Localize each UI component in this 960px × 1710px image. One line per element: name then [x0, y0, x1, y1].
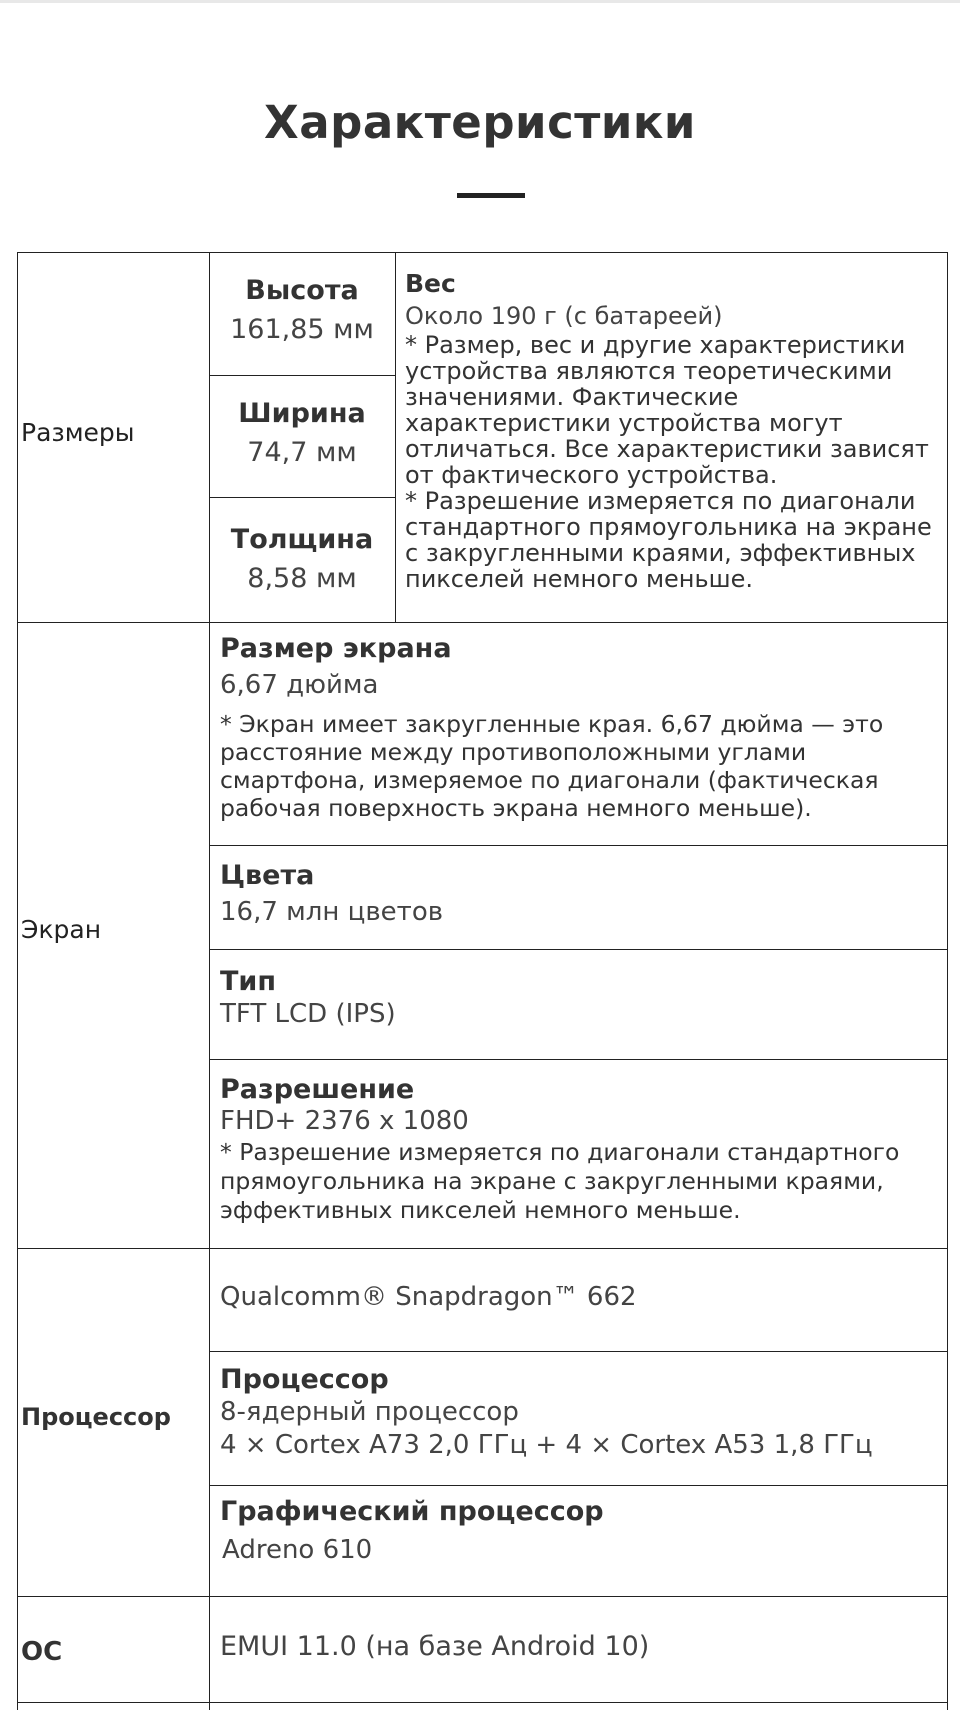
height-label: Высота: [245, 275, 359, 306]
screen-size-value: 6,67 дюйма: [220, 670, 379, 700]
os-value: EMUI 11.0 (на базе Android 10): [220, 1631, 650, 1662]
screen-size-note: * Экран имеет закругленные края. 6,67 дюйма — это расстояние между противоположными углами смартфона, измеряемое по диагонали (фактическая рабочая поверхность экрана немного меньше).: [220, 710, 884, 822]
colors-label: Цвета: [220, 860, 315, 891]
processor-label: Процессор: [21, 1403, 171, 1431]
dimensions-label: Размеры: [21, 418, 135, 447]
screen-size-label: Размер экрана: [220, 633, 452, 664]
thickness-label: Толщина: [230, 524, 374, 555]
cpu-cell: [210, 1352, 947, 1486]
resolution-cell: [210, 1060, 947, 1249]
resolution-note: * Разрешение измеряется по диагонали стандартного прямоугольника на экране с закругленными краями, эффективных пикселей немного меньше.: [220, 1138, 900, 1224]
weight-label: Вес: [405, 269, 456, 298]
type-label: Тип: [220, 966, 276, 997]
chip-value: Qualcomm® Snapdragon™ 662: [220, 1282, 637, 1312]
thickness-value: 8,58 мм: [247, 563, 357, 594]
cpu-label: Процессор: [220, 1364, 389, 1395]
os-label: ОС: [21, 1637, 63, 1667]
dimensions-category-cell: [18, 253, 210, 623]
weight-value: Около 190 г (с батареей): [405, 302, 723, 330]
page-title: Характеристики: [264, 96, 696, 149]
chip-cell: [210, 1249, 947, 1352]
type-cell: [210, 950, 947, 1060]
dimensions-note-2: * Разрешение измеряется по диагонали стандартного прямоугольника на экране с закругленными краями, эффективных пикселей немного меньше.: [405, 487, 932, 593]
os-category-cell: [18, 1597, 210, 1703]
height-value: 161,85 мм: [230, 314, 374, 345]
screen-category-cell: [18, 623, 210, 1249]
type-value: TFT LCD (IPS): [220, 999, 396, 1029]
cpu-value-1: 8-ядерный процессор: [220, 1397, 519, 1427]
width-label: Ширина: [238, 398, 366, 429]
cpu-value-2: 4 × Cortex A73 2,0 ГГц + 4 × Cortex A53 1,8 ГГц: [220, 1430, 873, 1460]
width-value: 74,7 мм: [247, 437, 357, 468]
dimensions-note-1: * Размер, вес и другие характеристики устройства являются теоретическими значениями. Фактические характеристики устройства могут отличаться. Все характеристики зависят от фактического устройства.: [405, 331, 929, 489]
gpu-value: Adreno 610: [222, 1535, 373, 1565]
width-cell: [210, 376, 396, 498]
resolution-value: FHD+ 2376 x 1080: [220, 1106, 469, 1136]
weight-cell: [396, 253, 947, 623]
colors-cell: [210, 846, 947, 950]
gpu-label: Графический процессор: [220, 1496, 604, 1527]
next-row-category-cell: [18, 1703, 210, 1710]
resolution-label: Разрешение: [220, 1074, 415, 1105]
screen-label: Экран: [21, 915, 102, 944]
specs-table: [17, 252, 948, 1710]
top-divider: [0, 0, 960, 3]
gpu-cell: [210, 1486, 947, 1597]
screen-size-cell: [210, 623, 947, 846]
os-cell: [210, 1597, 947, 1703]
colors-value: 16,7 млн цветов: [220, 897, 444, 927]
processor-category-cell: [18, 1249, 210, 1597]
height-cell: [210, 253, 396, 376]
thickness-cell: [210, 498, 396, 623]
title-underline: [457, 193, 525, 198]
